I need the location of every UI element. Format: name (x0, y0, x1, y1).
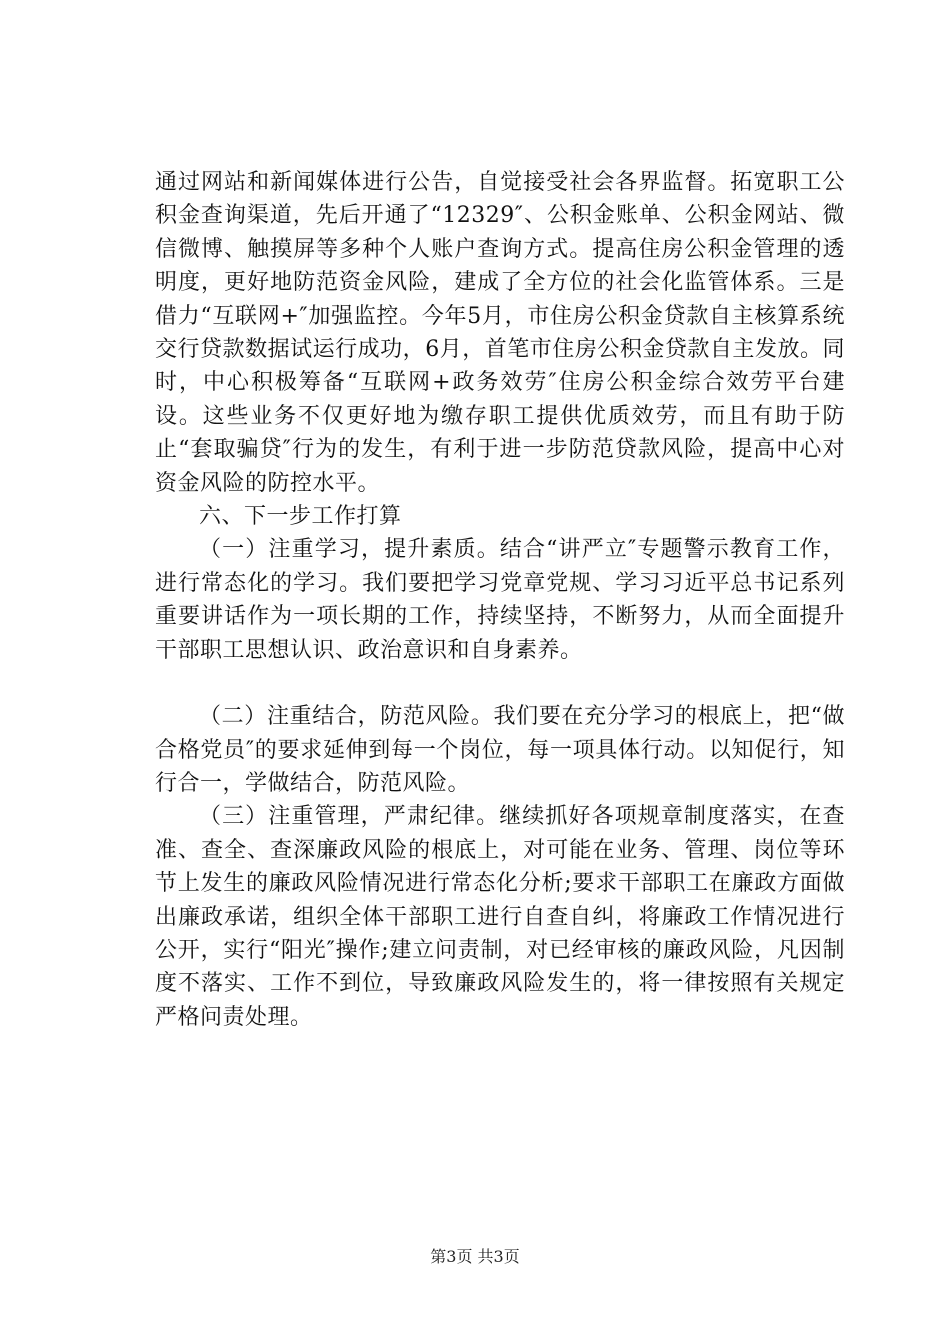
paragraph-supervision: 通过网站和新闻媒体进行公告，自觉接受社会各界监督。拓宽职工公积金查询渠道，先后开通了“12329″、公积金账单、公积金网站、微信微博、触摸屏等多种个人账户查询方式。提高住房公积金管理的透明度，更好地防范资金风险，建成了全方位的社会化监管体系。三是借力“互联网+″加强监控。今年5月，市住房公积金贷款自主核算系统交行贷款数据试运行成功，6月，首笔市住房公积金贷款自主发放。同时，中心积极筹备“互联网+政务效劳″住房公积金综合效劳平台建设。这些业务不仅更好地为缴存职工提供优质效劳，而且有助于防止“套取骗贷″行为的发生，有利于进一步防范贷款风险，提高中心对资金风险的防控水平。 (155, 170, 845, 496)
paragraph-management-discipline: （三）注重管理，严肃纪律。继续抓好各项规章制度落实，在查准、查全、查深廉政风险的根底上，对可能在业务、管理、岗位等环节上发生的廉政风险情况进行常态化分析;要求干部职工在廉政方面做出廉政承诺，组织全体干部职工进行自查自纠，将廉政工作情况进行公开，实行“阳光″操作;建立问责制，对已经审核的廉政风险，凡因制度不落实、工作不到位，导致廉政风险发生的，将一律按照有关规定严格问责处理。 (155, 804, 845, 1030)
page-number-footer: 第3页 共3页 (430, 1247, 520, 1266)
paragraph-study: （一）注重学习，提升素质。结合“讲严立″专题警示教育工作，进行常态化的学习。我们要把学习党章党规、学习习近平总书记系列重要讲话作为一项长期的工作，持续坚持，不断努力，从而全面提升干部职工思想认识、政治意识和自身素养。 (155, 537, 845, 663)
document-body (155, 166, 845, 1034)
paragraph-risk-prevention: （二）注重结合，防范风险。我们要在充分学习的根底上，把“做合格党员″的要求延伸到每一个岗位，每一项具体行动。以知促行，知行合一，学做结合，防范风险。 (155, 704, 845, 796)
section-heading-next-steps: 六、下一步工作打算 (199, 504, 402, 530)
